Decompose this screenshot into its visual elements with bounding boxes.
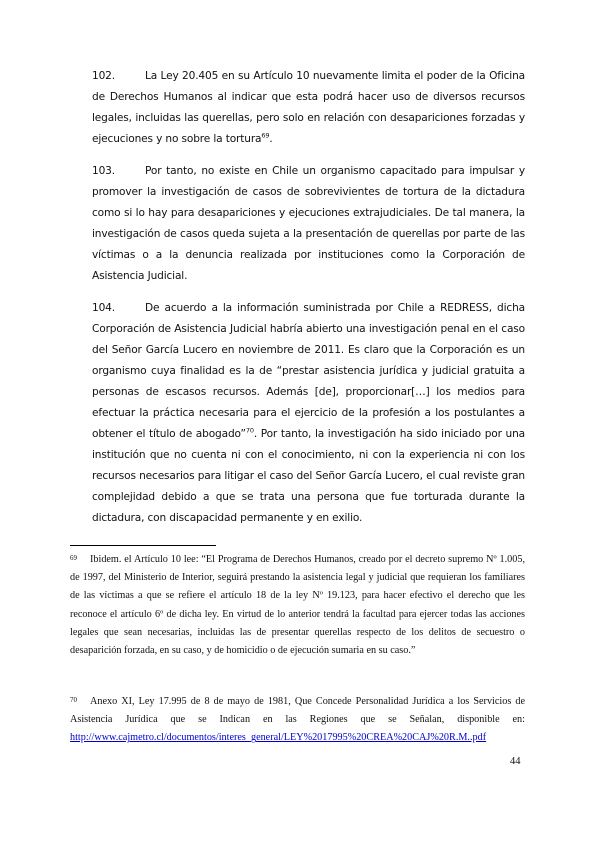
paragraph-text: La Ley 20.405 en su Artículo 10 nuevamente limita el poder de la Oficina de Derechos Humanos al indicar que esta podrá hacer uso de diversos recursos legales, incluidas las querellas, pero solo en relación con desapariciones forzadas y ejecuciones y no sobre la tortura [92,70,525,145]
footnote-ref-70[interactable]: 70 [245,426,254,435]
paragraph-number: 102. [92,70,115,82]
footnote-70 [70,693,525,748]
footnote-number: 69 [70,554,77,562]
paragraph-text: De acuerdo a la información suministrada por Chile a REDRESS, dicha Corporación de Asistencia Judicial habría abierto una investigación penal en el caso del Señor García Lucero en noviembre de 2011. Es claro que la Corporación es un organismo cuya finalidad es la de “prestar asistencia jurídica y judicial gratuita a personas de escasos recursos. Además [de], proporcionar[…] los medios para efectuar la práctica necesaria para el ejercicio de la profesión a los postulantes a obtener el título de abogado” [92,302,525,440]
paragraph-104 [92,298,525,529]
footnote-text: Anexo XI, Ley 17.995 de 8 de mayo de 1981, Que Concede Personalidad Jurídica a los Servicios de Asistencia Jurídica que se Indican en las Regiones que se Señalan, disponible en: [70,696,525,726]
page-number: 44 [510,756,521,767]
footnote-ref-69[interactable]: 69 [261,131,270,140]
paragraph-102 [92,66,525,150]
footnote-number: 70 [70,696,77,704]
paragraph-text-end: . Por tanto, la investigación ha sido iniciado por una institución que no cuenta ni con el conocimiento, ni con la experiencia ni con los recursos necesarios para litigar el caso del Señor García Lucero, el cual reviste gran complejidad debido a que se trata una persona que fue torturada durante la dictadura, con discapacidad permanente y en exilio. [92,428,525,524]
footnote-separator [70,545,216,546]
footnote-link[interactable]: http://www.cajmetro.cl/documentos/interes_general/LEY%2017995%20CREA%20CAJ%20R.M..pdf [70,732,487,744]
paragraph-text: Por tanto, no existe en Chile un organismo capacitado para impulsar y promover la investigación de casos de sobrevivientes de tortura de la dictadura como si lo hay para desapariciones y ejecuciones extrajudiciales. De tal manera, la investigación de casos queda sujeta a la presentación de querellas por parte de las víctimas o a la denuncia realizada por instituciones como la Corporación de Asistencia Judicial. [92,165,525,282]
paragraph-103 [92,161,525,287]
paragraph-number: 104. [92,302,115,314]
footnote-69 [70,551,525,660]
paragraph-number: 103. [92,165,115,177]
footnote-text: Ibidem. el Artículo 10 lee: “El Programa de Derechos Humanos, creado por el decreto supremo Nº 1.005, de 1997, del Ministerio de Interior, seguirá prestando la asistencia legal y judicial que requieran los familiares de las víctimas a que se refiere el artículo 18 de la ley Nº 19.123, para hacer efectivo el derecho que les reconoce el artículo 6º de dicha ley. En virtud de lo anterior tendrá la facultad para ejercer todas las acciones legales que sean necesarias, incluidas las de presentar querellas respecto de los delitos de secuestro o desaparición forzada, en su caso, y de homicidio o de ejecución sumaria en su caso.” [70,554,525,657]
paragraph-text-end: . [269,133,273,145]
